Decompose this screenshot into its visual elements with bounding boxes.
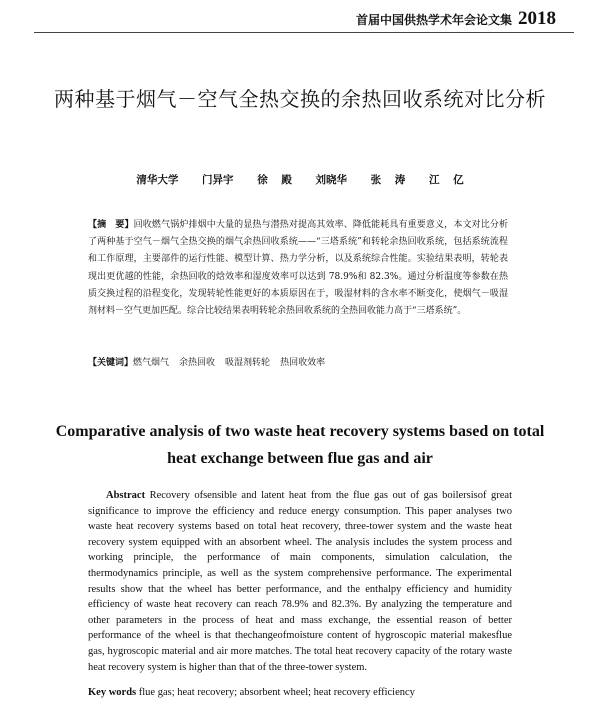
keyword: 热回收效率 <box>280 358 326 368</box>
institution: 清华大学 <box>136 174 179 186</box>
abstract-cn-label: 【摘 要】 <box>88 220 134 230</box>
title-chinese: 两种基于烟气－空气全热交换的余热回收系统对比分析 <box>54 87 546 111</box>
author-name: 门异宇 <box>202 174 234 186</box>
keywords-chinese <box>88 355 508 371</box>
keywords-en-label: Key words <box>88 687 137 698</box>
keyword: 吸湿剂转轮 <box>225 358 271 368</box>
author-name: 刘晓华 <box>315 174 347 186</box>
abstract-chinese <box>88 217 508 320</box>
abstract-en-label: Abstract <box>106 490 146 501</box>
author-name: 徐 殿 <box>257 174 292 186</box>
abstract-cn-text: 回收燃气锅炉排烟中大量的显热与潜热对提高其效率、降低能耗具有重要意义，本文对比分析了两种基于空气－烟气全热交换的烟气余热回收系统——“三塔系统”和转轮余热回收系统，包括系统流程和工作原理，主要部件的运行性能、模型计算、热力学分析，以及系统综合性能。实验结果表明，转轮表现出更优越的性能，余热回收的焓效率和湿度效率可以达到 78.9%和 82.3%。通过分析温度等参数在热质交换过程的沿程变化，发现转轮性能更好的本质原因在于，吸湿材料的含水率不断变化，使烟气－吸湿剂材料－空气更加匹配。综合比较结果表明转轮余热回收系统的全热回收能力高于“三塔系统”。 <box>88 220 508 317</box>
abstract-en-text: Recovery ofsensible and latent heat from the flue gas out of gas boilersisof great significance to improve the efficiency and reduce energy consumption. This paper analyses two waste heat recovery systems based on total heat recovery, three-tower system and the waste heat recovery system equipped with an absorbent wheel. The analysis includes the system process and working principle, the performance of main components, simulation calculation, the thermodynamics principle, as well as the system comprehensive performance. The experimental results show that the wheel has better performance, and the enthalpy efficiency and humidity efficiency of waste heat recovery can reach 78.9% and 82.3%. By analyzing the temperature and other parameters in the process of heat and mass exchange, the essential reason of better performance of the wheel is that thechangeofmoisture content of hygroscopic material makesflue gas, hygroscopic material and air more matches. The total heat recovery capacity of the rotary waste heat recovery system is higher than that of the three-tower system. <box>88 490 513 673</box>
keywords-english <box>88 685 512 700</box>
keywords-cn-label: 【关键词】 <box>88 358 134 368</box>
conference-year: 2018 <box>518 8 556 29</box>
author-line <box>0 172 600 187</box>
keyword: 余热回收 <box>179 358 216 368</box>
conference-name: 首届中国供热学术年会论文集 <box>355 13 512 27</box>
title-english: Comparative analysis of two waste heat recovery systems based on total heat exchange between flue gas and air <box>55 423 545 467</box>
abstract-english <box>88 488 512 675</box>
keywords-en-text: flue gas; heat recovery; absorbent wheel; heat recovery efficiency <box>138 687 415 698</box>
author-name: 张 涛 <box>370 174 406 186</box>
header-rule <box>34 32 574 33</box>
author-name: 江 亿 <box>428 174 464 186</box>
running-header <box>356 8 556 30</box>
keyword: 燃气烟气 <box>133 358 170 368</box>
